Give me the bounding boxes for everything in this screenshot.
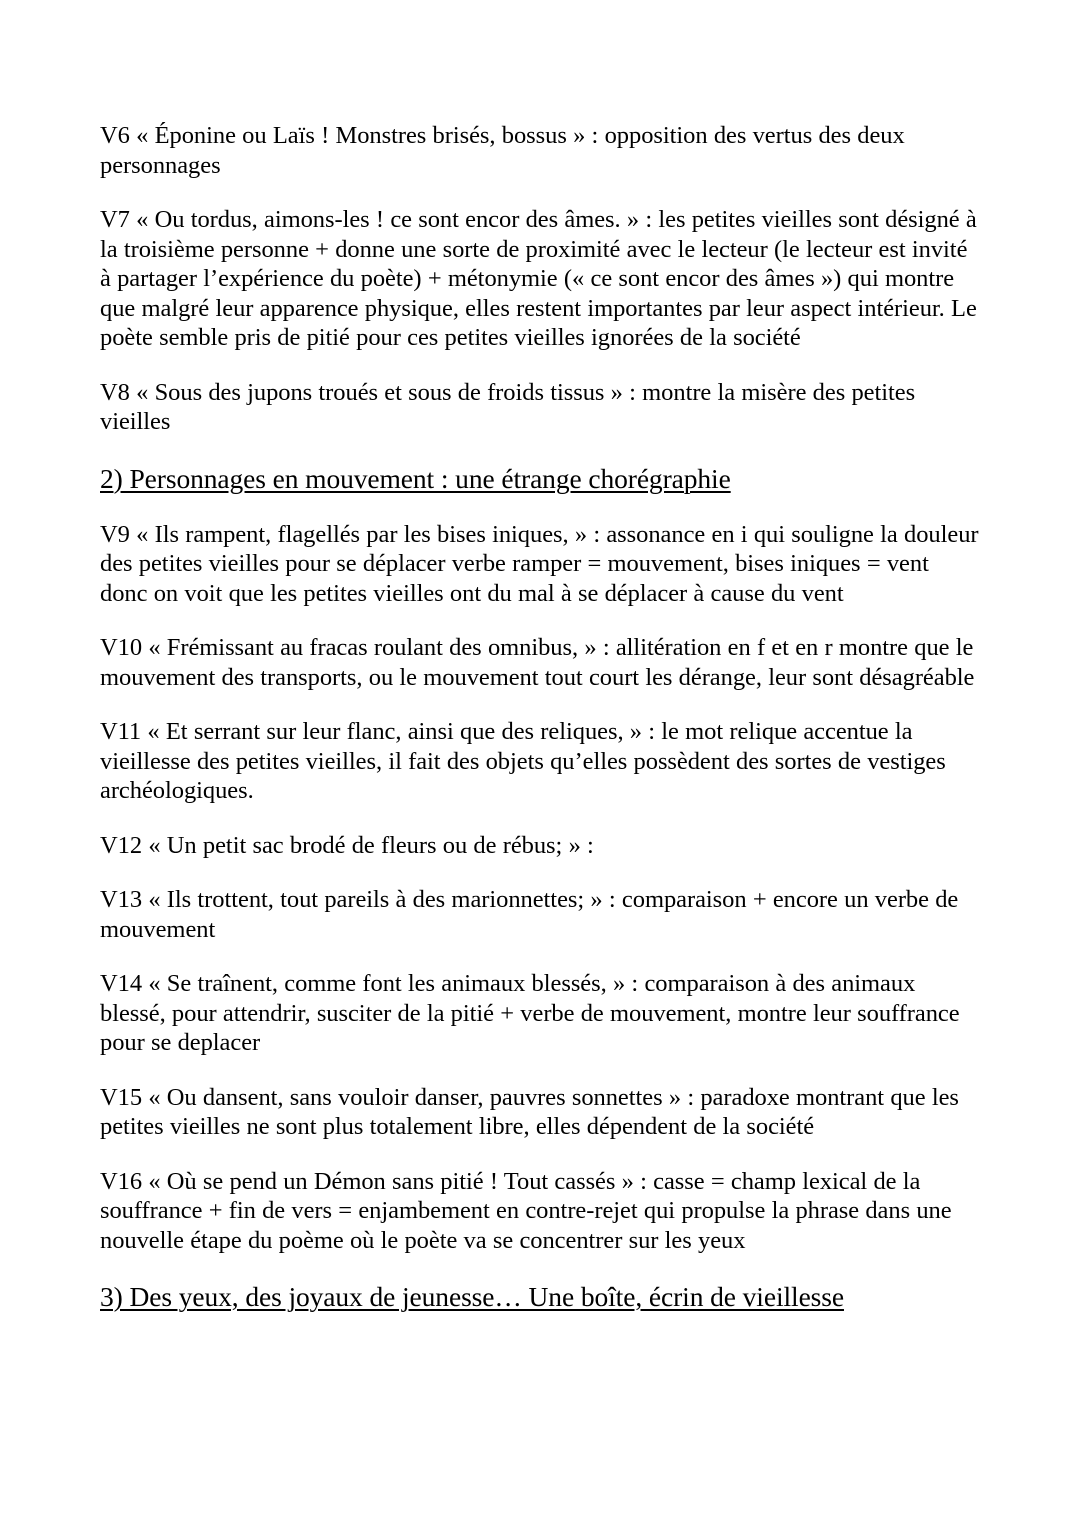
paragraph-v9: V9 « Ils rampent, flagellés par les bises iniques, » : assonance en i qui souligne la douleur des petites vieilles pour se déplacer verbe ramper = mouvement, bises iniques = vent donc on voit que les petites vieilles ont du mal à se déplacer à cause du vent [100,520,979,607]
section-heading-2: 2) Personnages en mouvement : une étrange chorégraphie [100,462,731,494]
paragraph-v10: V10 « Frémissant au fracas roulant des omnibus, » : allitération en f et en r montre que le mouvement des transports, ou le mouvement tout court les dérange, leur sont désagréable [100,634,975,691]
paragraph-v7: V7 « Ou tordus, aimons-les ! ce sont encor des âmes. » : les petites vieilles sont désigné à la troisième personne + donne une sorte de proximité avec le lecteur (le lecteur est invité à partager l’expérience du poète) + métonymie (« ce sont encor des âmes ») qui montre que malgré leur apparence physique, elles restent importantes par leur aspect intérieur. Le poète semble pris de pitié pour ces petites vieilles ignorées de la société [100,206,977,351]
paragraph-v6: V6 « Éponine ou Laïs ! Monstres brisés, bossus » : opposition des vertus des deux personnages [100,122,905,179]
document-body [100,121,980,1313]
paragraph-v13: V13 « Ils trottent, tout pareils à des marionnettes; » : comparaison + encore un verbe de mouvement [100,886,959,943]
paragraph-v16: V16 « Où se pend un Démon sans pitié ! Tout cassés » : casse = champ lexical de la souffrance + fin de vers = enjambement en contre-rejet qui propulse la phrase dans une nouvelle étape du poème où le poète va se concentrer sur les yeux [100,1167,952,1254]
paragraph-v14: V14 « Se traînent, comme font les animaux blessés, » : comparaison à des animaux blessé, pour attendrir, susciter de la pitié + verbe de mouvement, montre leur souffrance pour se deplacer [100,970,960,1056]
paragraph-v12: V12 « Un petit sac brodé de fleurs ou de rébus; » : [100,831,594,859]
paragraph-v15: V15 « Ou dansent, sans vouloir danser, pauvres sonnettes » : paradoxe montrant que les petites vieilles ne sont plus totalement libre, elles dépendent de la société [100,1083,959,1140]
paragraph-v11: V11 « Et serrant sur leur flanc, ainsi que des reliques, » : le mot relique accentue la vieillesse des petites vieilles, il fait des objets qu’elles possèdent des sortes de vestiges archéologiques. [100,718,946,804]
section-heading-3: 3) Des yeux, des joyaux de jeunesse… Une boîte, écrin de vieillesse [100,1281,844,1312]
paragraph-v8: V8 « Sous des jupons troués et sous de froids tissus » : montre la misère des petites vieilles [100,378,916,435]
